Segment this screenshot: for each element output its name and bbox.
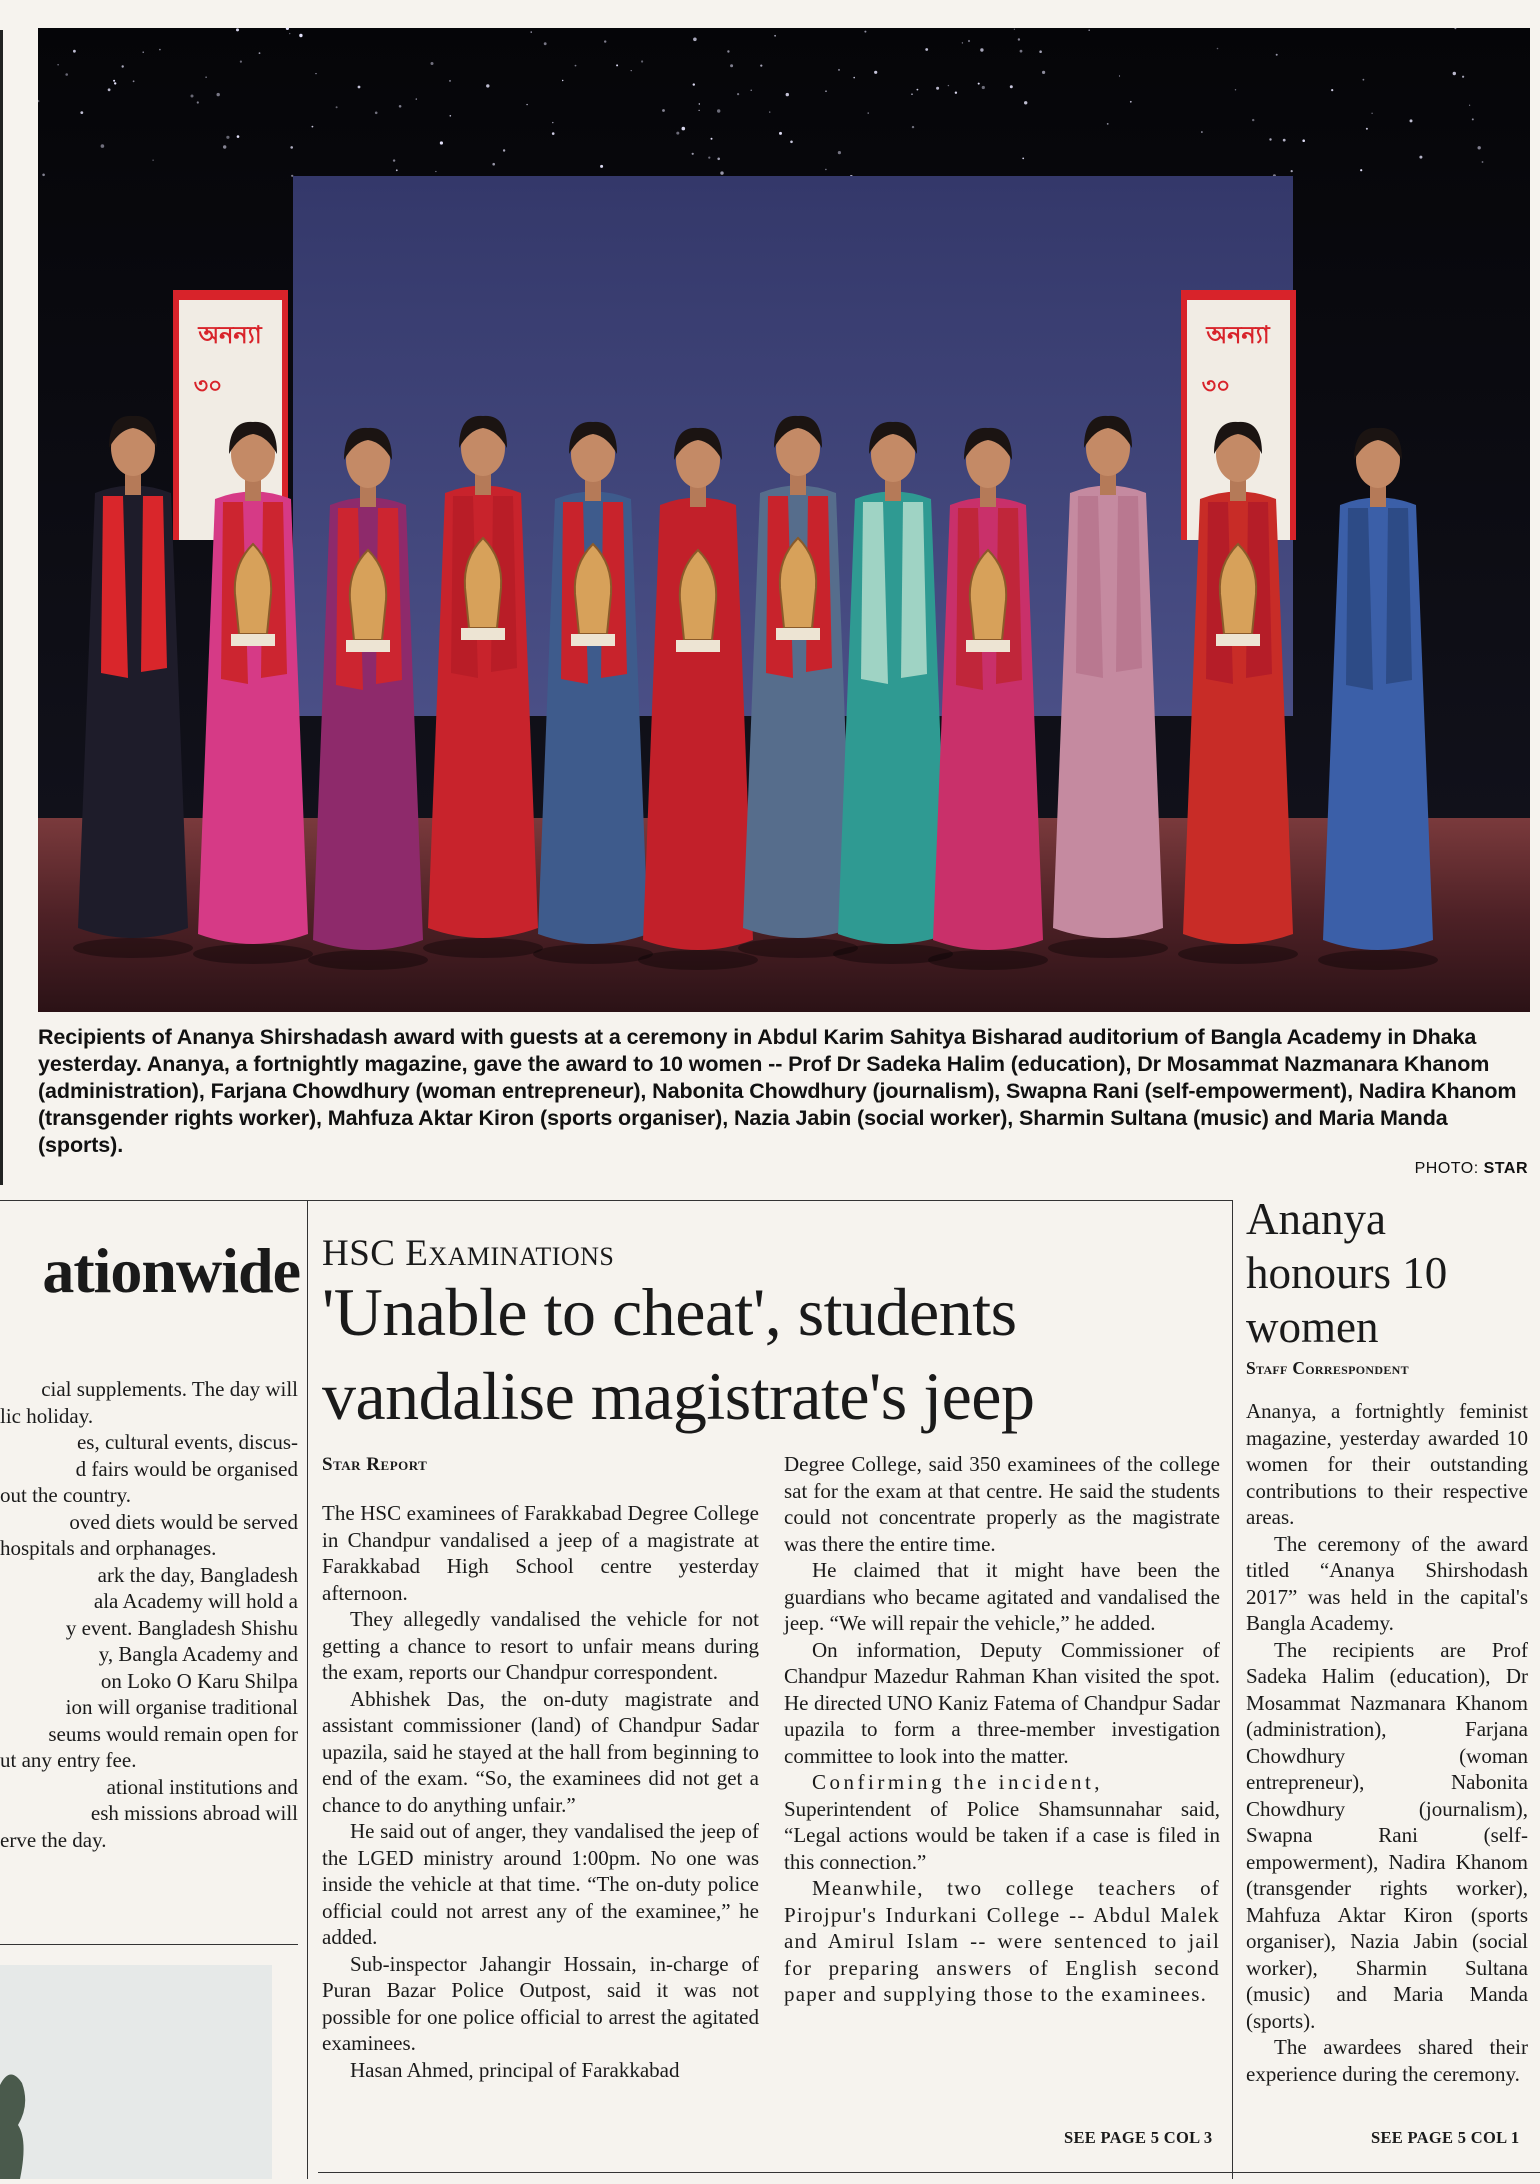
photo-caption: Recipients of Ananya Shirshadash award with guests at a ceremony in Abdul Karim Sahitya Bisharad auditorium of Bangla Academy in Dhaka yesterday. Ananya, a fortnightly magazine, gave the award to 10 women -- Prof Dr Sadeka Halim (education), Dr Mosammat Nazmanara Khanom (administration), Farjana Chowdhury (woman entrepreneur), Nabonita Chowdhury (journalism), Swapna Rani (self-empowerment), Nadira Khanom (transgender rights worker), Mahfuza Aktar Kiron (sports organiser), Nazia Jabin (social worker), Sharmin Sultana (music) and Maria Manda (sports). — [38, 1025, 1517, 1157]
star — [1024, 101, 1027, 104]
mid-article-kicker: HSC Examinations — [322, 1233, 615, 1274]
right-article-byline: Staff Correspondent — [1246, 1358, 1409, 1378]
star — [604, 40, 606, 42]
paragraph: The awardees shared their experience during the ceremony. — [1246, 2035, 1528, 2086]
star — [1119, 75, 1120, 76]
edge-rule — [0, 30, 3, 1185]
star — [751, 90, 752, 91]
star — [853, 77, 855, 79]
star — [503, 149, 505, 151]
paragraph: The ceremony of the award titled “Ananya Shirshodash 2017” was held in the capital's Bangla Academy. — [1246, 1531, 1528, 1635]
star — [396, 169, 398, 171]
paragraph: Ananya, a fortnightly feminist magazine, yesterday awarded 10 women for their outstanding contributions to their respective areas. — [1246, 1399, 1528, 1529]
star — [1201, 131, 1203, 133]
paragraph: On information, Deputy Commissioner of Chandpur Mazedur Rahman Khan visited the spot. He directed UNO Kaniz Fatema of Chandpur Sadar upazila to form a three-member investigation committee to look into the matter. — [784, 1637, 1220, 1768]
paragraph: Hasan Ahmed, principal of Farakkabad — [350, 2057, 680, 2082]
star — [226, 136, 229, 139]
star — [1469, 105, 1470, 106]
paragraph: Sub-inspector Jahangir Hossain, in-charge of Puran Bazar Police Outpost, said it was not possible for one police official to arrest the agitated examinees. — [322, 1951, 759, 2055]
star — [982, 86, 985, 89]
star — [291, 175, 293, 177]
star — [825, 91, 826, 92]
star — [699, 103, 700, 104]
star — [769, 111, 770, 112]
star — [312, 126, 314, 128]
star — [1302, 139, 1305, 142]
star — [962, 42, 963, 43]
right-banner-logo: অনন্যা — [1206, 321, 1270, 349]
star — [708, 157, 710, 159]
left-article-line: ational institutions and — [106, 1774, 298, 1799]
star — [676, 132, 679, 135]
star — [197, 101, 199, 103]
left-article-line: ion will organise traditional — [65, 1695, 298, 1719]
right-article-body — [1246, 1398, 1528, 2087]
star — [662, 109, 665, 112]
star — [217, 93, 220, 96]
left-article-line: y, Bangla Academy and — [98, 1642, 298, 1666]
star — [42, 174, 45, 177]
star — [1018, 38, 1020, 40]
star — [978, 83, 980, 85]
star — [1360, 169, 1362, 171]
star — [1462, 76, 1464, 78]
star — [449, 80, 451, 82]
left-article-headline: ationwide — [42, 1236, 300, 1306]
star — [375, 112, 378, 115]
star — [955, 92, 957, 94]
star — [1478, 146, 1481, 149]
left-article-end-rule — [0, 1944, 298, 1945]
star — [790, 141, 793, 144]
star — [641, 60, 643, 62]
star — [692, 153, 694, 155]
star — [399, 105, 402, 108]
star — [911, 94, 912, 95]
star — [838, 151, 841, 154]
star — [925, 48, 928, 51]
star — [237, 135, 240, 138]
star — [531, 31, 532, 32]
star — [440, 141, 443, 144]
paragraph: Superintendent of Police Shamsunnahar said, “Legal actions would be taken if a case is filed in this connection.” — [784, 1796, 1220, 1874]
left-article-line: y event. Bangladesh Shishu — [65, 1615, 298, 1640]
star — [1331, 89, 1333, 91]
star — [616, 64, 618, 66]
star — [57, 64, 58, 65]
star — [1366, 128, 1368, 130]
star — [720, 171, 723, 174]
star — [727, 50, 729, 52]
left-article-line: ark the day, Bangladesh — [97, 1562, 298, 1587]
star — [1235, 89, 1236, 90]
left-article-line: cial supplements. The day will — [41, 1377, 298, 1401]
star — [693, 83, 695, 85]
left-article-line: on Loko O Karu Shilpa — [100, 1668, 298, 1693]
star — [431, 62, 434, 65]
star — [1217, 48, 1219, 50]
mid-article-byline: Star Report — [322, 1454, 428, 1475]
star — [1363, 79, 1365, 81]
star — [108, 88, 111, 91]
left-article-line: hospitals and orphanages. — [0, 1536, 217, 1560]
paragraph: The recipients are Prof Sadeka Halim (education), Dr Mosammat Nazmanara Khanom (administration), Farjana Chowdhury (woman entrepreneur), Nabonita Chowdhury (journalism), Swapna Rani (self-empowerment), Nadira Khanom (transgender rights worker), Mahfuza Aktar Kiron (sports organiser), Nazia Jabin (social worker), Sharmin Sultana (music) and Maria Manda (sports). — [1246, 1637, 1528, 2033]
star — [1022, 158, 1024, 160]
star — [1010, 85, 1013, 88]
left-article-line: out the country. — [0, 1483, 132, 1507]
left-article-photo — [0, 1965, 272, 2179]
star — [936, 87, 939, 90]
star — [65, 73, 68, 76]
star — [868, 112, 869, 113]
star — [416, 98, 417, 99]
star — [699, 110, 700, 111]
star — [737, 93, 739, 95]
column-rule-right — [1232, 1200, 1233, 2179]
star — [315, 73, 316, 74]
star — [358, 86, 361, 89]
star — [1269, 138, 1271, 140]
paragraph: The HSC examinees of Farakkabad Degree College in Chandpur vandalised a jeep of a magistrate at Farakkabad High School centre yesterday afternoon. — [322, 1501, 759, 1605]
star — [575, 65, 577, 67]
left-article-body — [0, 1376, 298, 1853]
star — [393, 159, 395, 161]
paragraph: Abhishek Das, the on-duty magistrate and assistant commissioner (land) of Chandpur Sadar upazila, said he stayed at the hall from beginning to end of the exam. “So, the examinees did not get a chance to do anything unfair.” — [322, 1686, 759, 1817]
star — [1088, 29, 1090, 31]
mid-article-headline: 'Unable to cheat', students vandalise magistrate's jeep — [322, 1274, 1035, 1434]
left-article-line: lic holiday. — [0, 1403, 94, 1428]
left-banner-number: ৩০ — [193, 374, 223, 399]
star — [114, 82, 116, 84]
mid-article-column-1 — [322, 1500, 759, 2083]
paragraph: He said out of anger, they vandalised the jeep of the LGED ministry around 1:00pm. No one was inside the vehicle at that time. “The on-duty police official could not arrest any of the examinee,” he added. — [322, 1819, 759, 1949]
mid-article-column-2 — [784, 1451, 1220, 2008]
star — [122, 65, 124, 67]
left-article-line: esh missions abroad will — [90, 1801, 298, 1825]
star — [101, 144, 105, 148]
star — [917, 89, 919, 91]
star — [1419, 156, 1422, 159]
star — [717, 109, 720, 112]
right-banner-number: ৩০ — [1201, 374, 1231, 399]
star — [682, 127, 686, 131]
star — [1252, 119, 1254, 121]
page-bottom-rule — [318, 2172, 1540, 2173]
star — [1039, 50, 1042, 53]
star — [240, 61, 242, 63]
left-article-line: erve the day. — [0, 1827, 107, 1852]
star — [1107, 123, 1109, 125]
star — [336, 106, 338, 108]
star — [73, 50, 76, 53]
paragraph: He claimed that it might have been the guardians who became agitated and vandalised the jeep. “We will repair the vehicle,” he added. — [784, 1558, 1220, 1635]
right-article-headline: Ananya honours 10 women — [1246, 1194, 1448, 1352]
star — [113, 80, 115, 82]
paragraph: Meanwhile, two college teachers of Pirojpur's Indurkani College -- Abdul Malek and Amirul Islam -- were sentenced to jail for preparing answers of English second paper and supplying those to the examinees. — [784, 1876, 1220, 2006]
paragraph: Confirming the incident, — [812, 1770, 1104, 1794]
star — [825, 169, 826, 170]
star — [223, 145, 226, 148]
star — [1276, 54, 1278, 56]
photo-credit — [1415, 1160, 1528, 1178]
star — [159, 49, 161, 51]
star — [1042, 71, 1045, 74]
star — [299, 34, 302, 37]
star — [289, 33, 290, 34]
star — [205, 77, 206, 78]
star — [143, 52, 144, 53]
star — [693, 38, 697, 42]
star — [552, 122, 553, 123]
star — [779, 132, 782, 135]
star — [730, 64, 733, 67]
star — [912, 126, 914, 128]
right-article-jump-line: SEE PAGE 5 COL 1 — [1371, 2128, 1520, 2147]
star — [1472, 118, 1474, 120]
left-article-line: ala Academy will hold a — [93, 1589, 298, 1613]
photo-credit-source: STAR — [1483, 1160, 1528, 1177]
paragraph: They allegedly vandalised the vehicle for not getting a chance to resort to unfair means during the exam, reports our Chandpur correspondent. — [322, 1607, 759, 1684]
star — [1283, 139, 1286, 142]
star — [191, 95, 194, 98]
star — [435, 171, 436, 172]
column-rule-left — [307, 1200, 308, 2179]
star — [259, 52, 261, 54]
star — [948, 85, 949, 86]
star — [631, 70, 632, 71]
star — [552, 132, 555, 135]
star — [492, 163, 495, 166]
left-article-line: d fairs would be organised — [75, 1456, 298, 1481]
star — [526, 104, 527, 105]
star — [450, 115, 452, 117]
star — [711, 138, 713, 140]
section-top-rule — [0, 1200, 1232, 1201]
left-article-line: oved diets would be served — [69, 1509, 298, 1534]
star — [486, 84, 489, 87]
left-article-line: ut any entry fee. — [0, 1748, 137, 1772]
star — [1020, 50, 1023, 53]
star — [980, 48, 983, 51]
star — [774, 35, 776, 37]
paragraph: Degree College, said 350 examinees of the college sat for the exam at that centre. He said the students could not concentrate properly as the magistrate was there the entire time. — [784, 1452, 1220, 1556]
mid-article-jump-line: SEE PAGE 5 COL 3 — [1064, 2128, 1213, 2147]
star — [152, 160, 153, 161]
star — [1291, 170, 1293, 172]
star — [1482, 161, 1484, 163]
photo-credit-label: PHOTO: — [1414, 1160, 1479, 1177]
star — [968, 40, 970, 42]
star — [236, 28, 239, 31]
star — [290, 146, 293, 149]
award-ceremony-photo — [38, 28, 1530, 1012]
star — [1453, 72, 1456, 75]
left-banner-logo: অনন্যা — [198, 321, 262, 349]
star — [786, 93, 789, 96]
star — [838, 69, 840, 71]
star — [1014, 29, 1015, 30]
star — [562, 80, 563, 81]
star — [1410, 119, 1413, 122]
star — [874, 71, 877, 74]
star — [1371, 113, 1372, 114]
star — [1130, 101, 1132, 103]
left-article-line: seums would remain open for — [48, 1721, 298, 1746]
star — [760, 65, 762, 67]
star — [544, 42, 547, 45]
star — [600, 165, 603, 168]
star — [80, 111, 83, 114]
left-article-line: es, cultural events, discus- — [76, 1430, 298, 1454]
star — [864, 31, 866, 33]
star — [133, 80, 135, 82]
star — [717, 158, 720, 161]
